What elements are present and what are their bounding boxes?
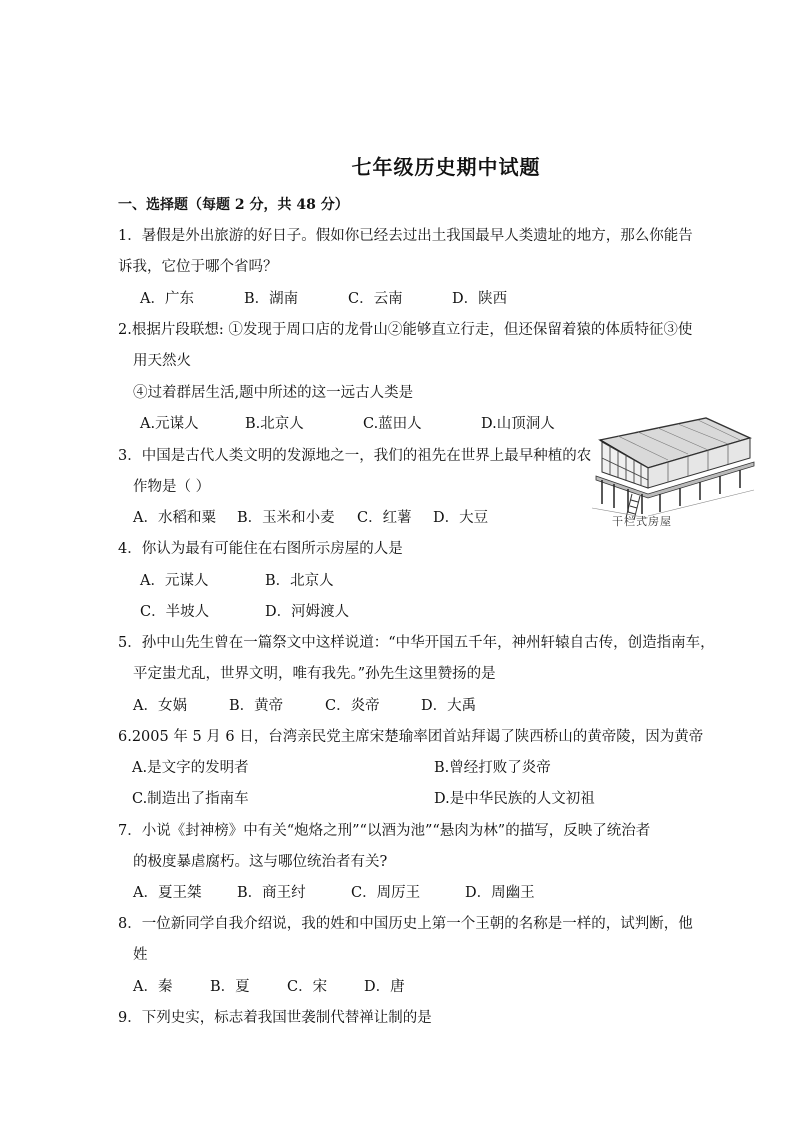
option-d[interactable]: D．周幽王 — [465, 885, 535, 901]
question-2-text-cont: 用天然火 — [133, 353, 191, 369]
question-6-options-row1 — [118, 757, 551, 779]
question-7-text: 7．小说《封神榜》中有关“炮烙之刑”“以酒为池”“悬肉为林”的描写，反映了统治者 — [118, 823, 651, 839]
question-6-options-row2 — [118, 788, 595, 810]
question-1-text: 1．暑假是外出旅游的好日子。假如你已经去过出土我国最早人类遗址的地方，那么你能告 — [118, 228, 693, 244]
option-b[interactable]: B.曾经打败了炎帝 — [434, 760, 551, 776]
question-7-text-cont: 的极度暴虐腐朽。这与哪位统治者有关? — [133, 854, 388, 870]
option-b[interactable]: B．黄帝 — [229, 698, 284, 714]
option-b[interactable]: B．夏 — [210, 979, 250, 995]
question-4-options-row1 — [140, 570, 334, 592]
question-9-text: 9．下列史实，标志着我国世袭制代替禅让制的是 — [118, 1010, 432, 1026]
option-c[interactable]: C．周厉王 — [351, 885, 421, 901]
question-1-text-cont: 诉我，它位于哪个省吗？ — [118, 259, 278, 275]
option-c[interactable]: C．半坡人 — [140, 604, 210, 620]
option-d[interactable]: D.山顶洞人 — [481, 416, 555, 432]
option-d[interactable]: D.是中华民族的人文初祖 — [434, 791, 595, 807]
option-c[interactable]: C.蓝田人 — [363, 416, 422, 432]
question-2-text-cont2: ④过着群居生活,题中所述的这一远古人类是 — [133, 385, 414, 401]
question-1-options — [140, 288, 507, 310]
stilt-house-illustration — [588, 410, 758, 530]
option-a[interactable]: A．广东 — [140, 291, 194, 307]
option-d[interactable]: D．陕西 — [452, 291, 508, 307]
option-b[interactable]: B.北京人 — [245, 416, 304, 432]
option-c[interactable]: C．宋 — [287, 979, 328, 995]
option-c[interactable]: C．云南 — [348, 291, 403, 307]
option-c[interactable]: C．炎帝 — [325, 698, 380, 714]
option-d[interactable]: D．唐 — [364, 979, 405, 995]
page-title: 七年级历史期中试题 — [351, 155, 541, 179]
option-c[interactable]: C.制造出了指南车 — [132, 791, 249, 807]
option-a[interactable]: A．水稻和粟 — [133, 510, 216, 526]
option-b[interactable]: B．湖南 — [244, 291, 299, 307]
question-5-options — [133, 695, 476, 717]
option-d[interactable]: D．大豆 — [433, 510, 489, 526]
option-d[interactable]: D．大禹 — [421, 698, 477, 714]
figure-caption: 干栏式房屋 — [612, 515, 672, 528]
option-a[interactable]: A．秦 — [133, 979, 173, 995]
option-c[interactable]: C．红薯 — [357, 510, 412, 526]
option-a[interactable]: A．女娲 — [133, 698, 187, 714]
question-2-options — [140, 413, 555, 435]
question-8-text: 8．一位新同学自我介绍说，我的姓和中国历史上第一个王朝的名称是一样的，试判断，他 — [118, 916, 693, 932]
question-5-text: 5．孙中山先生曾在一篇祭文中这样说道：“中华开国五千年，神州轩辕自古传，创造指南车， — [118, 635, 715, 651]
question-3-options — [133, 507, 488, 529]
option-a[interactable]: A．元谋人 — [140, 573, 209, 589]
question-8-options — [133, 976, 405, 998]
option-a[interactable]: A.是文字的发明者 — [132, 760, 249, 776]
section-heading: 一、选择题（每题 2 分，共 48 分） — [118, 197, 349, 213]
question-7-options — [133, 882, 535, 904]
question-8-text-cont: 姓 — [133, 947, 148, 963]
option-a[interactable]: A.元谋人 — [140, 416, 199, 432]
question-3-text-cont: 作物是（ ） — [133, 479, 211, 495]
question-2-text: 2.根据片段联想: ①发现于周口店的龙骨山②能够直立行走，但还保留着猿的体质特征③使 — [118, 322, 693, 338]
question-6-text: 6.2005 年 5 月 6 日，台湾亲民党主席宋楚瑜率团首站拜谒了陕西桥山的黄帝陵，因为黄帝 — [118, 729, 704, 745]
question-4-options-row2 — [140, 601, 349, 623]
option-b[interactable]: B．商王纣 — [237, 885, 306, 901]
option-b[interactable]: B．玉米和小麦 — [237, 510, 335, 526]
option-d[interactable]: D．河姆渡人 — [265, 604, 350, 620]
option-b[interactable]: B．北京人 — [265, 573, 334, 589]
question-4-text: 4．你认为最有可能住在右图所示房屋的人是 — [118, 541, 403, 557]
option-a[interactable]: A．夏王桀 — [133, 885, 202, 901]
question-5-text-cont: 平定蚩尤乱，世界文明，唯有我先。”孙先生这里赞扬的是 — [133, 666, 496, 682]
question-3-text: 3．中国是古代人类文明的发源地之一，我们的祖先在世界上最早种植的农 — [118, 448, 592, 464]
